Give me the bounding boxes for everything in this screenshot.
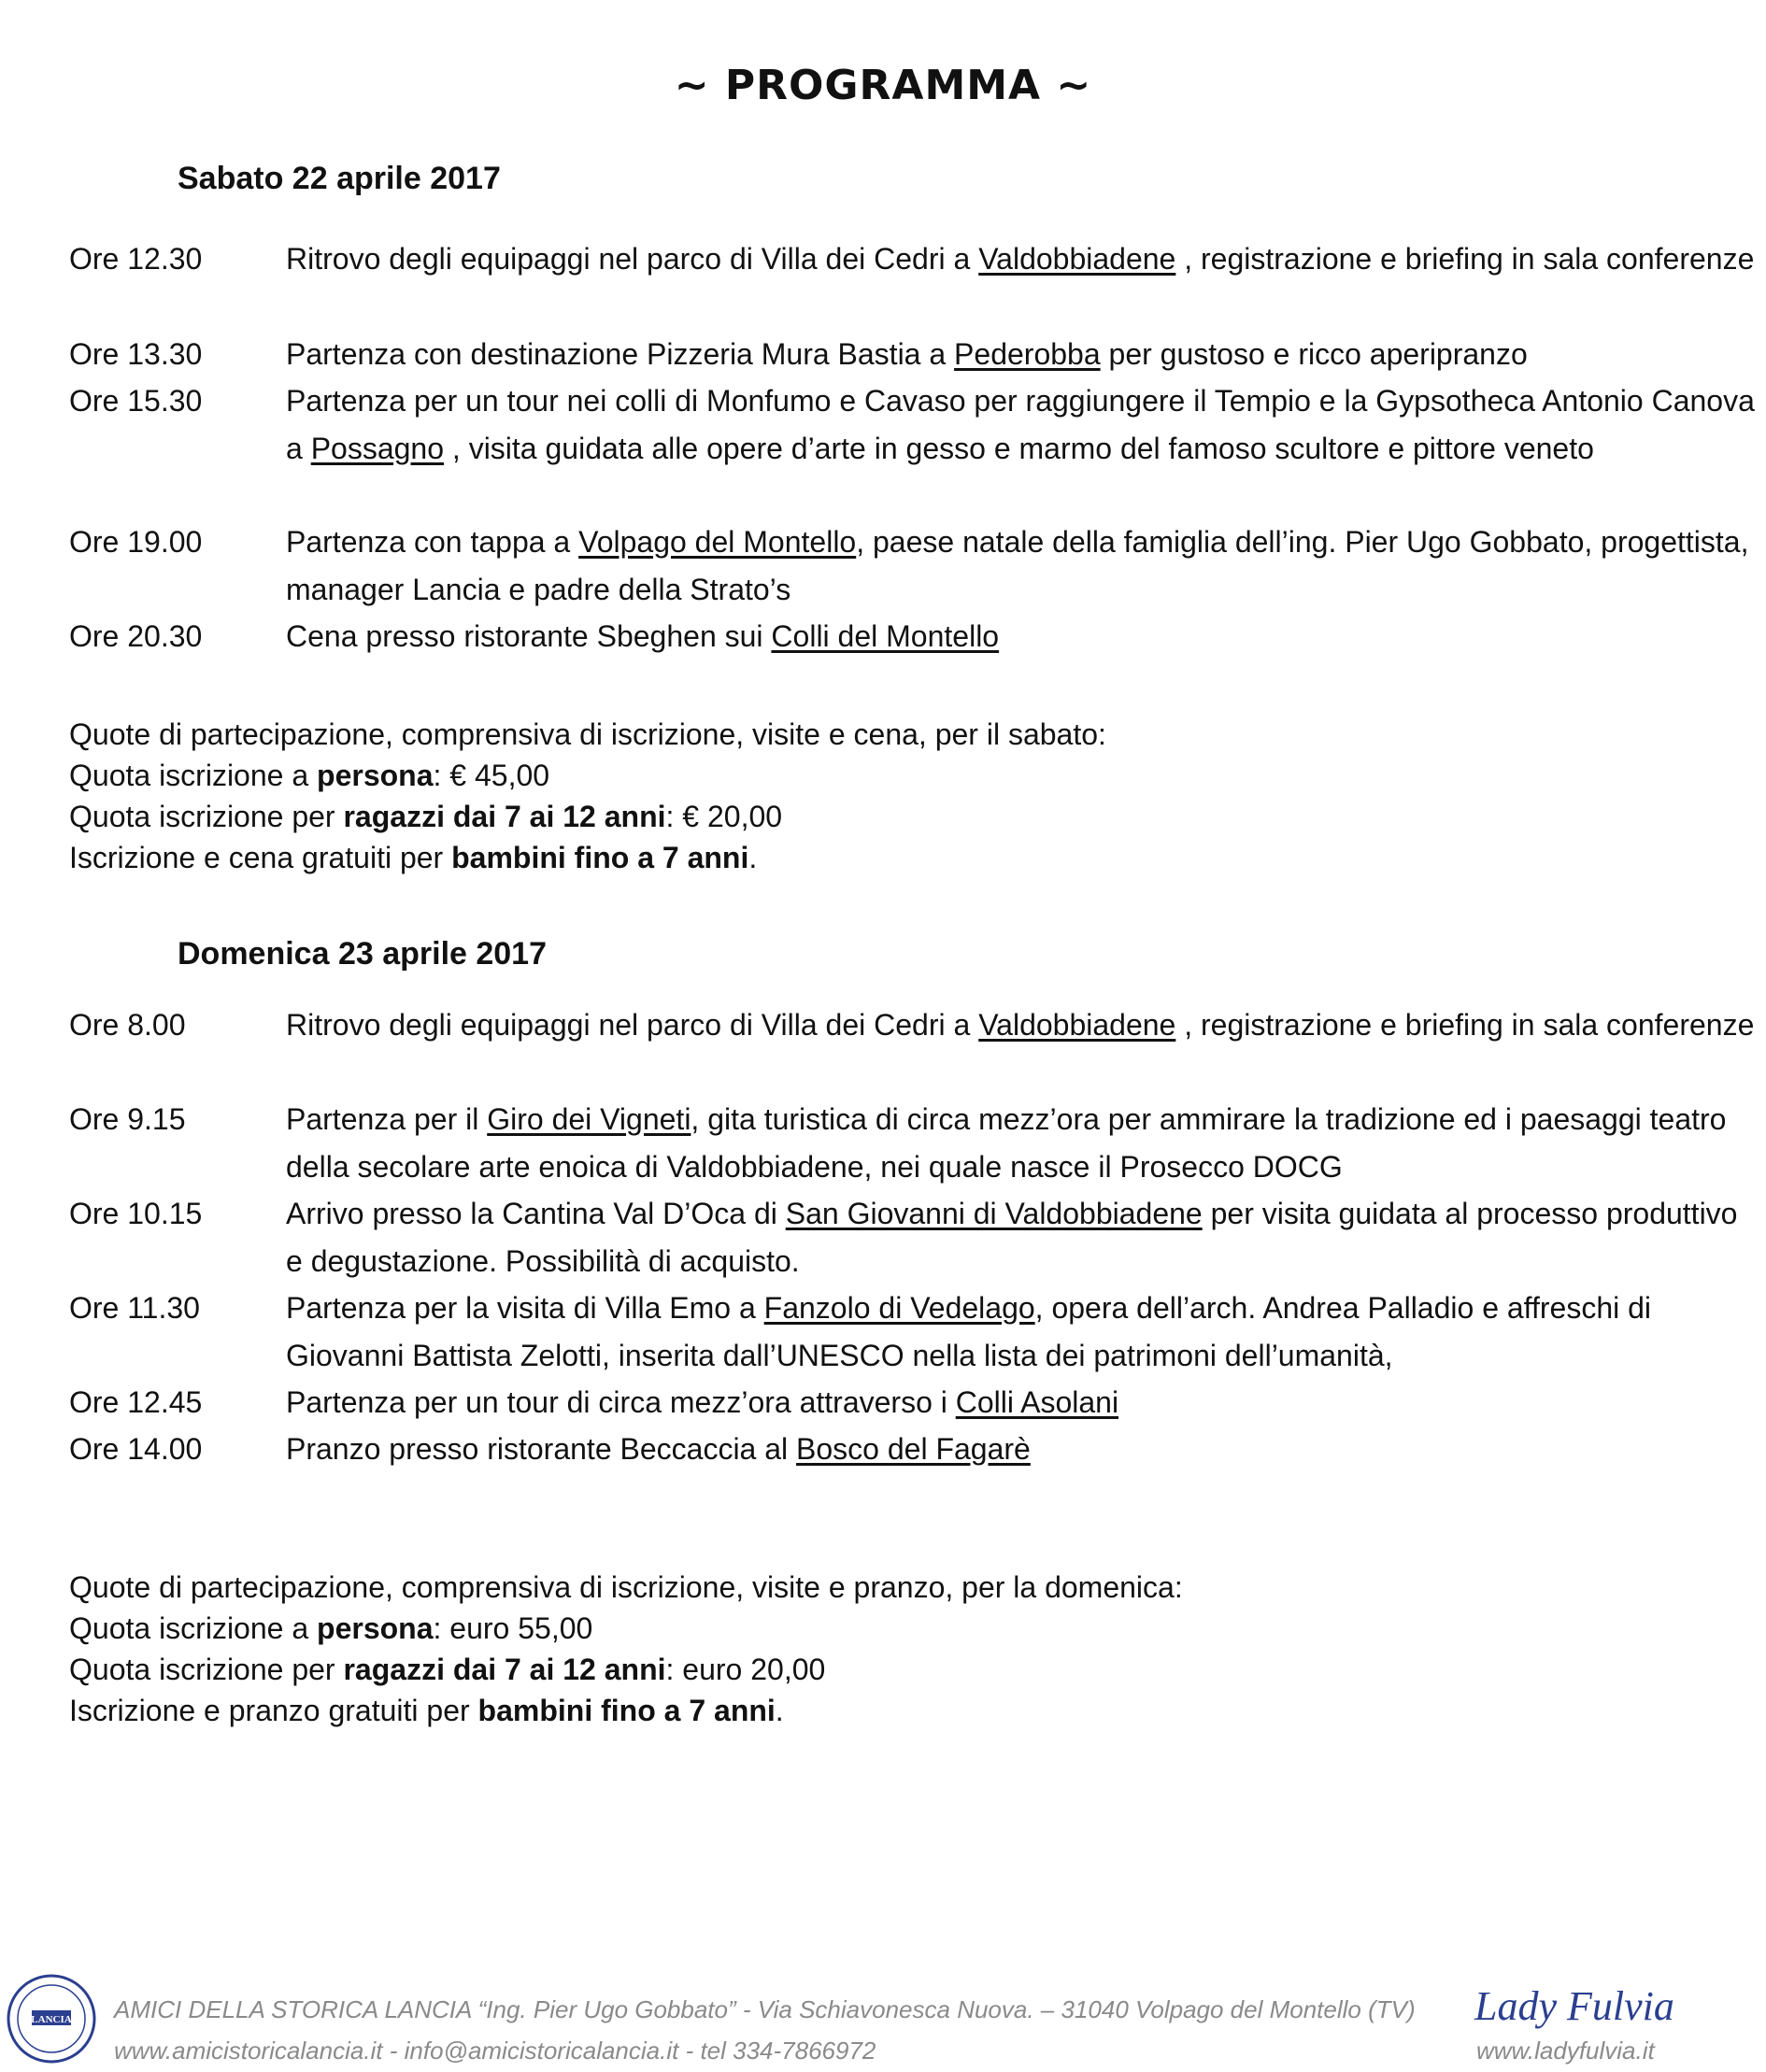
bold-text: ragazzi dai 7 ai 12 anni [343, 1653, 666, 1686]
schedule-description [286, 1426, 1762, 1473]
text-segment: , visita guidata alle opere d’arte in gesso e marmo del famoso scultore e pittore veneto [444, 431, 1594, 465]
footer-website: www.ladyfulvia.it [1476, 2037, 1655, 2065]
text-segment: , registrazione e briefing in sala conferenze [1175, 1008, 1755, 1042]
footer-contacts: www.amicistoricalancia.it - info@amicistoricalancia.it - tel 334-7866972 [114, 2037, 876, 2065]
text-segment: , paese natale della famiglia dell’ing. Pier Ugo Gobbato, progettista, manager Lancia e padre della Strato’s [286, 525, 1749, 606]
schedule-description [286, 1190, 1762, 1284]
text-segment: Quote di partecipazione, comprensiva di iscrizione, visite e cena, per il sabato: [69, 717, 1106, 751]
text-segment: per visita guidata al processo produttivo e degustazione. Possibilità di acquisto. [286, 1197, 1738, 1278]
text-segment: per gustoso e ricco aperipranzo [1100, 337, 1528, 371]
svg-text:LANCIA: LANCIA [31, 2014, 72, 2025]
place-link: San Giovanni di Valdobbiadene [785, 1197, 1203, 1230]
text-segment: Ritrovo degli equipaggi nel parco di Villa dei Cedri a [286, 242, 979, 276]
text-segment: Iscrizione e cena gratuiti per [69, 841, 452, 874]
lancia-club-logo [6, 1973, 97, 2065]
text-segment: : euro 20,00 [665, 1653, 826, 1686]
footer-address: AMICI DELLA STORICA LANCIA “Ing. Pier Ugo Gobbato” - Via Schiavonesca Nuova. – 31040 Volpago del Montello (TV) [114, 1995, 1416, 2023]
text-segment: Partenza per il [286, 1102, 488, 1136]
place-link: Colli del Montello [771, 619, 1000, 653]
schedule-description [286, 518, 1762, 613]
saturday-heading: Sabato 22 aprile 2017 [178, 161, 501, 196]
schedule-time: Ore 11.30 [69, 1291, 200, 1325]
text-segment: Quote di partecipazione, comprensiva di iscrizione, visite e pranzo, per la domenica: [69, 1570, 1183, 1604]
schedule-description [286, 613, 1762, 660]
text-segment: Partenza con destinazione Pizzeria Mura Bastia a [286, 337, 955, 371]
text-segment: . [748, 841, 758, 874]
page-title: ~ PROGRAMMA ~ [674, 62, 1092, 109]
place-link: Bosco del Fagarè [796, 1432, 1031, 1466]
schedule-time: Ore 10.15 [69, 1197, 203, 1230]
schedule-description [286, 235, 1762, 283]
schedule-time: Ore 13.30 [69, 337, 203, 371]
bold-text: persona [317, 759, 434, 792]
text-segment: Pranzo presso ristorante Beccaccia al [286, 1432, 797, 1466]
schedule-time: Ore 12.45 [69, 1385, 203, 1419]
schedule-description [286, 1284, 1762, 1379]
sunday-quotes [69, 1567, 1714, 1731]
quote-line [69, 1608, 1714, 1649]
schedule-description [286, 1001, 1762, 1049]
text-segment: : € 45,00 [433, 759, 550, 792]
schedule-time: Ore 20.30 [69, 619, 203, 653]
text-segment: Quota iscrizione per [69, 800, 344, 833]
text-segment: Ritrovo degli equipaggi nel parco di Villa dei Cedri a [286, 1008, 979, 1042]
text-segment: Partenza per la visita di Villa Emo a [286, 1291, 764, 1325]
text-segment: Partenza per un tour di circa mezz’ora attraverso i [286, 1385, 956, 1419]
schedule-description [286, 331, 1762, 378]
sunday-heading: Domenica 23 aprile 2017 [178, 936, 548, 972]
text-segment: Partenza con tappa a [286, 525, 579, 559]
quote-line [69, 1690, 1714, 1731]
place-link: Giro dei Vigneti [487, 1102, 691, 1136]
quote-line [69, 1567, 1714, 1608]
lady-fulvia-signature [1471, 1979, 1695, 2035]
text-segment: : euro 55,00 [433, 1611, 593, 1645]
schedule-description [286, 1096, 1762, 1190]
quote-line [69, 796, 1714, 837]
schedule-time: Ore 19.00 [69, 525, 203, 559]
text-segment: . [775, 1694, 784, 1727]
text-segment: , opera dell’arch. Andrea Palladio e affreschi di Giovanni Battista Zelotti, inserita dall’UNESCO nella lista dei patrimoni dell’umanità, [286, 1291, 1652, 1372]
place-link: Pederobba [954, 337, 1101, 371]
place-link: Fanzolo di Vedelago [763, 1291, 1035, 1325]
quote-line [69, 755, 1714, 796]
quote-line [69, 714, 1714, 755]
text-segment: Partenza per un tour nei colli di Monfumo e Cavaso per raggiungere il Tempio e la Gypsotheca Antonio Canova a [286, 384, 1755, 465]
schedule-description [286, 1379, 1762, 1426]
text-segment: Quota iscrizione a [69, 1611, 318, 1645]
text-segment: Arrivo presso la Cantina Val D’Oca di [286, 1197, 786, 1230]
schedule-time: Ore 8.00 [69, 1008, 186, 1042]
schedule-time: Ore 9.15 [69, 1102, 186, 1136]
saturday-quotes [69, 714, 1714, 878]
schedule-time: Ore 15.30 [69, 384, 203, 418]
bold-text: bambini fino a 7 anni [477, 1694, 776, 1727]
place-link: Volpago del Montello [578, 525, 857, 559]
place-link: Valdobbiadene [978, 1008, 1176, 1042]
quote-line [69, 1649, 1714, 1690]
place-link: Possagno [310, 431, 445, 465]
text-segment: , registrazione e briefing in sala conferenze [1175, 242, 1755, 276]
text-segment: Cena presso ristorante Sbeghen sui [286, 619, 772, 653]
footer [0, 1962, 1766, 2072]
bold-text: bambini fino a 7 anni [451, 841, 749, 874]
bold-text: ragazzi dai 7 ai 12 anni [343, 800, 666, 833]
text-segment: Iscrizione e pranzo gratuiti per [69, 1694, 478, 1727]
svg-text:Lady Fulvia: Lady Fulvia [1474, 1983, 1674, 2029]
schedule-time: Ore 12.30 [69, 242, 203, 276]
schedule-description [286, 377, 1762, 472]
text-segment: , gita turistica di circa mezz’ora per ammirare la tradizione ed i paesaggi teatro della secolare arte enoica di Valdobbiadene, nei quale nasce il Prosecco DOCG [286, 1102, 1727, 1184]
place-link: Valdobbiadene [978, 242, 1176, 276]
text-segment: Quota iscrizione per [69, 1653, 344, 1686]
place-link: Colli Asolani [955, 1385, 1119, 1419]
text-segment: : € 20,00 [665, 800, 783, 833]
quote-line [69, 837, 1714, 878]
schedule-time: Ore 14.00 [69, 1432, 203, 1466]
bold-text: persona [317, 1611, 434, 1645]
text-segment: Quota iscrizione a [69, 759, 318, 792]
